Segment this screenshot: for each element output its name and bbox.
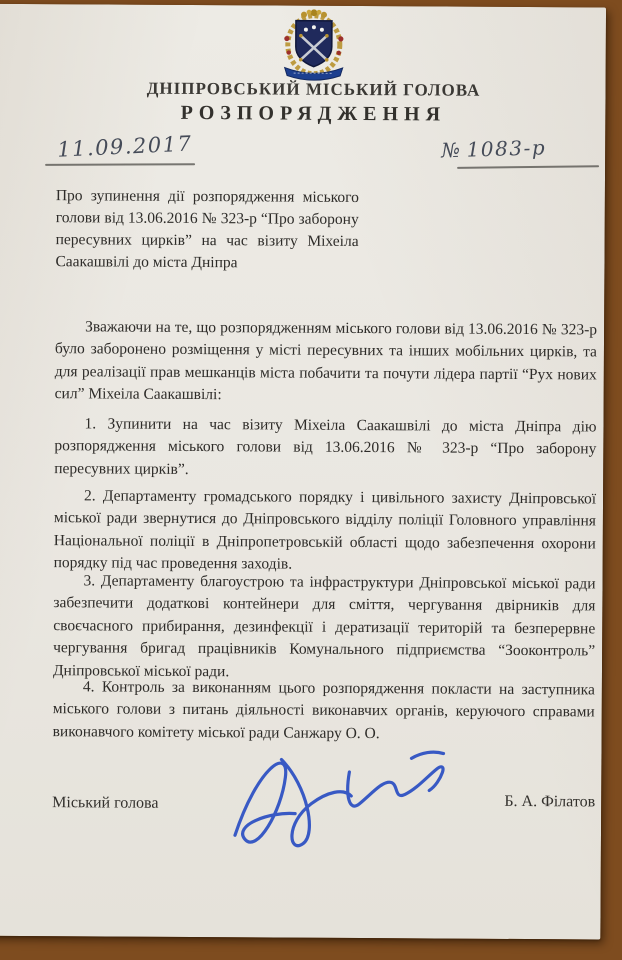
dnipro-city-coat-of-arms-icon <box>270 8 358 81</box>
document-page <box>0 4 606 940</box>
number-label: № <box>440 137 462 163</box>
date-underline <box>45 163 195 165</box>
document-number <box>441 135 547 163</box>
organization-name: ДНІПРОВСЬКИЙ МІСЬКИЙ ГОЛОВА <box>146 78 481 100</box>
handwritten-number: 1083-р <box>466 135 547 162</box>
document-type-title: РОЗПОРЯДЖЕННЯ <box>180 101 447 126</box>
order-item-4: 4. Контроль за виконанням цього розпорядження покласти на заступника міського голови з питань діяльності виконавчих органів, керуючого справами виконавчого комітету міської ради Санжару О. О. <box>52 678 595 742</box>
signatory-position: Міський голова <box>52 794 159 812</box>
order-item-1: 1. Зупинити на час візиту Міхеіла Саакашвілі до міста Дніпра дію розпорядження міського голови від 13.06.2016 № 323-р “Про заборону пересувних цирків”. <box>54 415 597 478</box>
number-underline <box>457 165 599 168</box>
handwritten-signature <box>223 737 460 870</box>
handwritten-date: 11.09.2017 <box>56 131 193 162</box>
signatory-name: Б. А. Філатов <box>504 792 596 811</box>
preamble-paragraph: Зважаючи на те, що розпорядженням міського голови від 13.06.2016 № 323-р було заборонено розміщення у місті пересувних та інших мобільних цирків, та для реалізації прав мешканців міста побачити та почути лідера партії “Рух нових сил” Міхеіла Саакашвілі: <box>54 318 598 404</box>
subject-block: Про зупинення дії розпорядження міського голови від 13.06.2016 № 323-р “Про заборону пересувних цирків” на час візиту Міхеіла Саакашвілі до міста Дніпра <box>55 187 359 272</box>
order-item-3: 3. Департаменту благоустрою та інфраструктури Дніпровської міської ради забезпечити додаткові контейнери для сміття, чергування двірників для своєчасного прибирання, дезинфекції і дератизації територій та безперервне чергування бригад працівників Комунального підприємства “Зооконтроль” Дніпровської міської ради. <box>52 572 596 680</box>
order-item-2: 2. Департаменту громадського порядку і цивільного захисту Дніпровської міської ради звернутися до Дніпровського відділу поліції Головного управління Національної поліції в Дніпропетровській області щодо забезпечення охорони порядку під час проведення заходів. <box>53 487 597 573</box>
